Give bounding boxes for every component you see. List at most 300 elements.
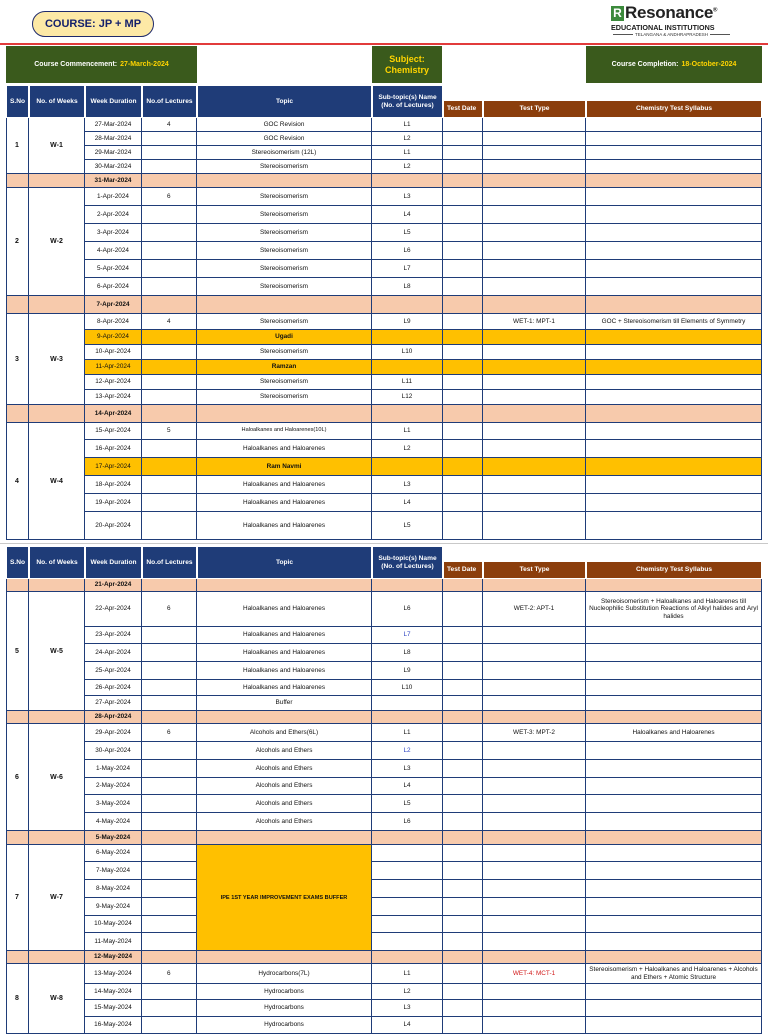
cell-test-type <box>483 476 586 494</box>
cell-topic <box>197 711 372 724</box>
cell-subtopic: L1 <box>372 964 443 984</box>
cell-syllabus <box>586 132 762 146</box>
cell-test-type <box>483 390 586 405</box>
cell-test-type <box>483 813 586 831</box>
cell-subtopic: L5 <box>372 224 443 242</box>
table-left-border <box>6 118 7 540</box>
cell-topic: Stereoisomerism <box>197 224 372 242</box>
cell-topic: Hydrocarbons <box>197 984 372 1000</box>
cell-subtopic: L9 <box>372 662 443 680</box>
cell-test-date <box>443 160 483 174</box>
cell-subtopic: L2 <box>372 742 443 760</box>
cell-syllabus <box>586 494 762 512</box>
cell-topic: Haloalkanes and Haloarenes <box>197 644 372 662</box>
page-divider <box>0 543 768 544</box>
week-label: W-1 <box>29 118 85 174</box>
divider-top <box>0 43 768 45</box>
ipe-exam-buffer: IPE 1ST YEAR IMPROVEMENT EXAMS BUFFER <box>197 845 372 951</box>
cell-lectures <box>142 951 197 964</box>
cell-lectures <box>142 916 197 933</box>
cell-duration: 13-May-2024 <box>85 964 142 984</box>
cell-subtopic: L7 <box>372 260 443 278</box>
cell-subtopic: L2 <box>372 160 443 174</box>
cell-topic: Haloalkanes and Haloarenes <box>197 680 372 696</box>
cell-duration: 28-Apr-2024 <box>85 711 142 724</box>
cell-syllabus <box>586 476 762 494</box>
cell-test-type <box>483 760 586 778</box>
cell-test-type <box>483 242 586 260</box>
cell-test-date <box>443 1000 483 1017</box>
cell-lectures <box>142 742 197 760</box>
cell-lectures <box>142 696 197 711</box>
cell-syllabus: GOC + Stereoisomerism till Elements of Symmetry <box>586 314 762 330</box>
cell-duration: 1-May-2024 <box>85 760 142 778</box>
week-label: W-5 <box>29 592 85 711</box>
resonance-logo <box>611 3 739 42</box>
cell-subtopic: L3 <box>372 760 443 778</box>
cell-duration: 6-May-2024 <box>85 845 142 862</box>
cell-subtopic <box>372 880 443 898</box>
cell-syllabus <box>586 174 762 188</box>
cell-subtopic: L8 <box>372 644 443 662</box>
cell-test-date <box>443 476 483 494</box>
cell-test-type <box>483 146 586 160</box>
cell-topic: Stereoisomerism <box>197 206 372 224</box>
cell-topic: Alcohols and Ethers <box>197 778 372 795</box>
cell-lectures <box>142 880 197 898</box>
cell-subtopic: L8 <box>372 278 443 296</box>
cell-syllabus <box>586 375 762 390</box>
cell-duration: 30-Mar-2024 <box>85 160 142 174</box>
cell-test-date <box>443 680 483 696</box>
cell-duration: 22-Apr-2024 <box>85 592 142 627</box>
cell-subtopic <box>372 296 443 314</box>
cell-syllabus <box>586 206 762 224</box>
cell-lectures: 6 <box>142 592 197 627</box>
cell-lectures <box>142 260 197 278</box>
week-serial: 3 <box>6 314 29 405</box>
cell-syllabus <box>586 345 762 360</box>
cell-test-type <box>483 224 586 242</box>
cell-syllabus <box>586 662 762 680</box>
cell-test-type <box>483 951 586 964</box>
cell-duration: 14-May-2024 <box>85 984 142 1000</box>
week-serial: 1 <box>6 118 29 174</box>
cell-test-type <box>483 984 586 1000</box>
cell-test-date <box>443 224 483 242</box>
cell-syllabus <box>586 742 762 760</box>
cell-test-type <box>483 160 586 174</box>
cell-test-type <box>483 795 586 813</box>
header-test-type: Test Type <box>483 100 586 118</box>
cell-subtopic <box>372 916 443 933</box>
cell-lectures: 6 <box>142 724 197 742</box>
cell-topic: Buffer <box>197 696 372 711</box>
cell-lectures: 4 <box>142 314 197 330</box>
cell-subtopic: L2 <box>372 984 443 1000</box>
cell-duration: 7-May-2024 <box>85 862 142 880</box>
cell-syllabus <box>586 579 762 592</box>
cell-duration: 9-Apr-2024 <box>85 330 142 345</box>
cell-lectures <box>142 224 197 242</box>
cell-test-type <box>483 118 586 132</box>
cell-syllabus <box>586 933 762 951</box>
week-serial: 6 <box>6 724 29 831</box>
cell-subtopic: L3 <box>372 476 443 494</box>
cell-syllabus <box>586 644 762 662</box>
cell-test-date <box>443 440 483 458</box>
cell-test-date <box>443 964 483 984</box>
cell-test-type <box>483 778 586 795</box>
cell-subtopic <box>372 696 443 711</box>
cell-test-date <box>443 880 483 898</box>
cell-test-date <box>443 862 483 880</box>
cell-test-date <box>443 423 483 440</box>
cell-test-date <box>443 984 483 1000</box>
cell-topic: Haloalkanes and Haloarenes <box>197 592 372 627</box>
cell-test-type <box>483 360 586 375</box>
cell-topic: Ramzan <box>197 360 372 375</box>
cell-syllabus <box>586 278 762 296</box>
cell-lectures <box>142 440 197 458</box>
cell-duration: 18-Apr-2024 <box>85 476 142 494</box>
cell-test-type <box>483 742 586 760</box>
cell-topic: Stereoisomerism <box>197 345 372 360</box>
cell-test-type <box>483 644 586 662</box>
cell-lectures <box>142 345 197 360</box>
cell-subtopic <box>372 933 443 951</box>
subject-label: Subject: Chemistry <box>372 46 442 83</box>
cell-syllabus <box>586 795 762 813</box>
cell-subtopic: L4 <box>372 494 443 512</box>
cell-syllabus <box>586 458 762 476</box>
week-label: W-6 <box>29 724 85 831</box>
cell-test-date <box>443 696 483 711</box>
cell-topic: Alcohols and Ethers <box>197 813 372 831</box>
cell-lectures <box>142 174 197 188</box>
cell-test-type <box>483 188 586 206</box>
cell-syllabus <box>586 224 762 242</box>
cell-test-type <box>483 916 586 933</box>
cell-lectures <box>142 778 197 795</box>
cell-syllabus <box>586 118 762 132</box>
cell-syllabus <box>586 984 762 1000</box>
cell-duration: 6-Apr-2024 <box>85 278 142 296</box>
cell-test-type <box>483 662 586 680</box>
cell-topic: Alcohols and Ethers(6L) <box>197 724 372 742</box>
cell-topic: Haloalkanes and Haloarenes(10L) <box>197 423 372 440</box>
cell-test-date <box>443 831 483 845</box>
week-serial: 2 <box>6 188 29 296</box>
cell-lectures <box>142 494 197 512</box>
cell-topic: Haloalkanes and Haloarenes <box>197 476 372 494</box>
cell-duration: 26-Apr-2024 <box>85 680 142 696</box>
cell-test-type: WET-2: APT-1 <box>483 592 586 627</box>
cell-topic: Haloalkanes and Haloarenes <box>197 512 372 540</box>
cell-topic: Hydrocarbons <box>197 1017 372 1034</box>
cell-topic: Haloalkanes and Haloarenes <box>197 440 372 458</box>
cell-subtopic: L6 <box>372 813 443 831</box>
cell-duration: 23-Apr-2024 <box>85 627 142 644</box>
header-duration: Week Duration <box>85 85 142 118</box>
cell-weeks <box>29 296 85 314</box>
cell-duration: 12-Apr-2024 <box>85 375 142 390</box>
course-commencement: Course Commencement: 27-March-2024 <box>6 46 197 83</box>
cell-syllabus <box>586 405 762 423</box>
header-lectures: No.of Lectures <box>142 85 197 118</box>
cell-subtopic: L5 <box>372 795 443 813</box>
cell-test-type <box>483 711 586 724</box>
cell-lectures <box>142 862 197 880</box>
cell-test-type <box>483 579 586 592</box>
cell-subtopic: L2 <box>372 440 443 458</box>
cell-syllabus <box>586 862 762 880</box>
cell-sno <box>6 831 29 845</box>
cell-duration: 27-Apr-2024 <box>85 696 142 711</box>
header-syllabus: Chemistry Test Syllabus <box>586 561 762 579</box>
cell-duration: 5-May-2024 <box>85 831 142 845</box>
week-serial: 5 <box>6 592 29 711</box>
cell-topic: Alcohols and Ethers <box>197 742 372 760</box>
cell-weeks <box>29 831 85 845</box>
logo-subtitle: EDUCATIONAL INSTITUTIONS <box>611 23 715 32</box>
cell-lectures: 6 <box>142 188 197 206</box>
cell-lectures <box>142 296 197 314</box>
cell-test-date <box>443 390 483 405</box>
cell-duration: 19-Apr-2024 <box>85 494 142 512</box>
cell-topic: Stereoisomerism <box>197 242 372 260</box>
cell-lectures <box>142 330 197 345</box>
cell-test-type <box>483 206 586 224</box>
cell-topic <box>197 831 372 845</box>
cell-subtopic: L4 <box>372 1017 443 1034</box>
cell-syllabus <box>586 360 762 375</box>
cell-lectures <box>142 160 197 174</box>
cell-test-date <box>443 278 483 296</box>
cell-subtopic <box>372 330 443 345</box>
cell-duration: 10-May-2024 <box>85 916 142 933</box>
header-topic: Topic <box>197 546 372 579</box>
cell-test-date <box>443 206 483 224</box>
cell-test-type <box>483 330 586 345</box>
week-label: W-2 <box>29 188 85 296</box>
cell-test-date <box>443 1017 483 1034</box>
cell-test-date <box>443 592 483 627</box>
header-lectures: No.of Lectures <box>142 546 197 579</box>
cell-test-date <box>443 813 483 831</box>
cell-weeks <box>29 174 85 188</box>
cell-subtopic <box>372 845 443 862</box>
cell-duration: 11-Apr-2024 <box>85 360 142 375</box>
cell-topic: Alcohols and Ethers <box>197 760 372 778</box>
cell-test-date <box>443 916 483 933</box>
cell-topic: Alcohols and Ethers <box>197 795 372 813</box>
cell-lectures <box>142 795 197 813</box>
cell-syllabus <box>586 242 762 260</box>
cell-duration: 29-Mar-2024 <box>85 146 142 160</box>
cell-test-date <box>443 132 483 146</box>
header-sno: S.No <box>6 546 29 579</box>
cell-topic: Stereoisomerism <box>197 160 372 174</box>
cell-duration: 25-Apr-2024 <box>85 662 142 680</box>
header-test-type: Test Type <box>483 561 586 579</box>
cell-test-date <box>443 711 483 724</box>
cell-duration: 8-Apr-2024 <box>85 314 142 330</box>
cell-topic: GOC Revision <box>197 132 372 146</box>
cell-topic <box>197 296 372 314</box>
cell-subtopic: L1 <box>372 146 443 160</box>
header-sno: S.No <box>6 85 29 118</box>
cell-syllabus <box>586 188 762 206</box>
cell-topic: Hydrocarbons(7L) <box>197 964 372 984</box>
cell-lectures <box>142 360 197 375</box>
cell-subtopic <box>372 951 443 964</box>
course-label: COURSE: JP + MP <box>32 11 154 37</box>
cell-lectures <box>142 390 197 405</box>
cell-syllabus <box>586 898 762 916</box>
cell-test-date <box>443 345 483 360</box>
cell-subtopic: L4 <box>372 206 443 224</box>
cell-test-date <box>443 458 483 476</box>
cell-test-date <box>443 512 483 540</box>
cell-test-type <box>483 345 586 360</box>
cell-lectures <box>142 278 197 296</box>
cell-test-type: WET-3: MPT-2 <box>483 724 586 742</box>
cell-subtopic: L4 <box>372 778 443 795</box>
header-weeks: No. of Weeks <box>29 85 85 118</box>
cell-test-date <box>443 662 483 680</box>
cell-duration: 10-Apr-2024 <box>85 345 142 360</box>
cell-topic: Stereoisomerism <box>197 314 372 330</box>
cell-syllabus <box>586 845 762 862</box>
cell-test-type <box>483 132 586 146</box>
cell-duration: 5-Apr-2024 <box>85 260 142 278</box>
cell-lectures <box>142 845 197 862</box>
cell-syllabus <box>586 296 762 314</box>
cell-duration: 13-Apr-2024 <box>85 390 142 405</box>
cell-test-date <box>443 296 483 314</box>
cell-subtopic: L11 <box>372 375 443 390</box>
cell-topic <box>197 951 372 964</box>
cell-lectures <box>142 206 197 224</box>
resonance-logo-icon: R <box>611 6 624 21</box>
header-weeks: No. of Weeks <box>29 546 85 579</box>
cell-test-date <box>443 494 483 512</box>
cell-syllabus <box>586 390 762 405</box>
week-label: W-3 <box>29 314 85 405</box>
cell-test-date <box>443 778 483 795</box>
cell-test-date <box>443 260 483 278</box>
cell-subtopic <box>372 711 443 724</box>
cell-lectures <box>142 512 197 540</box>
cell-test-date <box>443 405 483 423</box>
cell-subtopic: L5 <box>372 512 443 540</box>
cell-test-type: WET-4: MCT-1 <box>483 964 586 984</box>
cell-syllabus <box>586 916 762 933</box>
cell-lectures: 5 <box>142 423 197 440</box>
cell-duration: 4-May-2024 <box>85 813 142 831</box>
cell-lectures <box>142 375 197 390</box>
cell-test-date <box>443 951 483 964</box>
cell-test-date <box>443 933 483 951</box>
cell-weeks <box>29 579 85 592</box>
cell-test-type <box>483 423 586 440</box>
cell-sno <box>6 405 29 423</box>
cell-syllabus: Stereoisomerism + Haloalkanes and Haloarenes till Nucleophilic Substitution Reactions of Alkyl halides and Aryl halides <box>586 592 762 627</box>
cell-test-type <box>483 831 586 845</box>
cell-lectures <box>142 831 197 845</box>
cell-subtopic: L2 <box>372 132 443 146</box>
week-label: W-7 <box>29 845 85 951</box>
cell-lectures <box>142 146 197 160</box>
cell-sno <box>6 174 29 188</box>
cell-test-type <box>483 512 586 540</box>
cell-topic <box>197 405 372 423</box>
cell-topic: Stereoisomerism <box>197 278 372 296</box>
header-subtopic: Sub-topic(s) Name (No. of Lectures) <box>372 546 443 579</box>
cell-topic <box>197 579 372 592</box>
cell-duration: 15-Apr-2024 <box>85 423 142 440</box>
cell-syllabus <box>586 440 762 458</box>
cell-subtopic: L3 <box>372 1000 443 1017</box>
cell-duration: 9-May-2024 <box>85 898 142 916</box>
cell-duration: 11-May-2024 <box>85 933 142 951</box>
cell-duration: 3-Apr-2024 <box>85 224 142 242</box>
cell-topic: Hydrocarbons <box>197 1000 372 1017</box>
cell-duration: 21-Apr-2024 <box>85 579 142 592</box>
logo-region: TELANGANA & ANDHRAPRADESH <box>611 32 729 37</box>
cell-syllabus <box>586 711 762 724</box>
cell-subtopic: L10 <box>372 345 443 360</box>
cell-test-date <box>443 146 483 160</box>
cell-lectures: 6 <box>142 964 197 984</box>
cell-topic: Haloalkanes and Haloarenes <box>197 494 372 512</box>
cell-subtopic <box>372 360 443 375</box>
cell-subtopic <box>372 405 443 423</box>
cell-duration: 2-May-2024 <box>85 778 142 795</box>
cell-test-date <box>443 330 483 345</box>
cell-duration: 30-Apr-2024 <box>85 742 142 760</box>
cell-syllabus <box>586 1017 762 1034</box>
cell-topic: Haloalkanes and Haloarenes <box>197 627 372 644</box>
header-duration: Week Duration <box>85 546 142 579</box>
cell-topic: Ugadi <box>197 330 372 345</box>
cell-duration: 4-Apr-2024 <box>85 242 142 260</box>
cell-sno <box>6 296 29 314</box>
cell-subtopic <box>372 898 443 916</box>
cell-topic: Stereoisomerism <box>197 188 372 206</box>
cell-syllabus <box>586 831 762 845</box>
cell-test-date <box>443 242 483 260</box>
cell-topic <box>197 174 372 188</box>
cell-duration: 16-May-2024 <box>85 1017 142 1034</box>
cell-subtopic <box>372 862 443 880</box>
cell-lectures <box>142 242 197 260</box>
cell-test-date <box>443 174 483 188</box>
cell-syllabus <box>586 330 762 345</box>
cell-duration: 31-Mar-2024 <box>85 174 142 188</box>
cell-test-date <box>443 118 483 132</box>
cell-test-type <box>483 494 586 512</box>
cell-test-type <box>483 845 586 862</box>
cell-duration: 15-May-2024 <box>85 1000 142 1017</box>
cell-duration: 1-Apr-2024 <box>85 188 142 206</box>
cell-sno <box>6 711 29 724</box>
cell-duration: 14-Apr-2024 <box>85 405 142 423</box>
week-serial: 7 <box>6 845 29 951</box>
cell-syllabus <box>586 627 762 644</box>
cell-test-type <box>483 375 586 390</box>
